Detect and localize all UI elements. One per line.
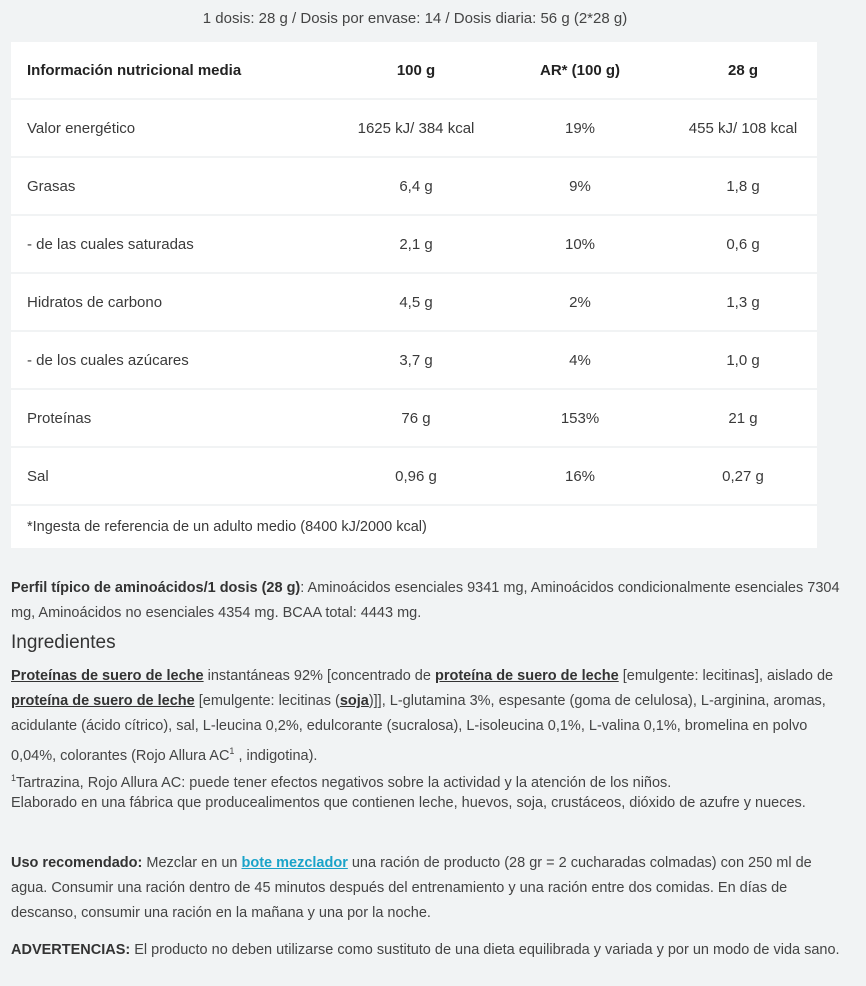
table-cell: Valor energético	[27, 119, 136, 137]
factory-note: Elaborado en una fábrica que producealimentos que contienen leche, huevos, soja, crustáceos, dióxido de azufre y nueces.	[11, 795, 806, 811]
allergen-milk: Proteínas de suero de leche	[11, 668, 204, 684]
colorant-note-text: Tartrazina, Rojo Allura AC: puede tener efectos negativos sobre la actividad y la atención de los niños.	[16, 774, 672, 791]
allergen-milk: proteína de suero de leche	[434, 668, 619, 684]
warnings-label: ADVERTENCIAS:	[11, 942, 131, 958]
amino-label: Perfil típico de aminoácidos/1 dosis (28 g)	[11, 580, 301, 596]
usage-section	[11, 851, 847, 926]
table-cell: 4%	[569, 351, 591, 369]
table-footnote: *Ingesta de referencia de un adulto medio (8400 kJ/2000 kcal)	[11, 506, 817, 548]
table-cell: 3,7 g	[399, 351, 433, 369]
table-cell: 1625 kJ/ 384 kcal	[357, 119, 475, 137]
table-cell: Sal	[27, 467, 49, 485]
usage-label: Uso recomendado:	[11, 855, 143, 871]
table-row	[11, 390, 817, 448]
warnings-text: El producto no deben utilizarse como sustituto de una dieta equilibrada y variada y por un modo de vida sano.	[130, 942, 840, 958]
table-row	[11, 216, 817, 274]
ingredients-text	[11, 664, 847, 769]
header-cell: AR* (100 g)	[539, 61, 621, 79]
table-row	[11, 274, 817, 332]
table-cell: - de las cuales saturadas	[27, 235, 194, 253]
header-cell: 100 g	[396, 61, 436, 79]
table-row	[11, 100, 817, 158]
amino-text: : Aminoácidos esenciales 9341 mg, Aminoácidos condicionalmente esenciales 7304 mg, Aminoácidos no esenciales 4354 mg. BCAA total: 4443 mg.	[11, 580, 840, 621]
table-cell: 2,1 g	[399, 235, 433, 253]
table-cell: 4,5 g	[399, 293, 433, 311]
footnote-marker: 1	[229, 746, 235, 756]
table-cell: 19%	[564, 119, 596, 137]
amino-profile	[11, 576, 847, 626]
allergen-soy: soja	[339, 693, 369, 709]
header-cell: 28 g	[727, 61, 758, 79]
footnote-marker: 1	[11, 773, 17, 783]
table-cell: 2%	[569, 293, 591, 311]
usage-text: Mezclar en un	[142, 855, 242, 871]
table-cell: 1,0 g	[726, 351, 760, 369]
table-row	[11, 332, 817, 390]
table-cell: 9%	[569, 177, 591, 195]
allergen-milk: proteína de suero de leche	[11, 693, 195, 709]
table-cell: 76 g	[401, 409, 431, 427]
ingredient-text: instantáneas 92% [concentrado de	[203, 668, 435, 684]
table-header-row	[11, 42, 817, 100]
table-cell: 21 g	[728, 409, 758, 427]
ingredient-text: [emulgente: lecitinas (	[194, 693, 340, 709]
table-cell: 153%	[560, 409, 600, 427]
table-cell: 0,6 g	[726, 235, 760, 253]
table-cell: 6,4 g	[399, 177, 433, 195]
table-cell: 16%	[564, 467, 596, 485]
table-cell: 1,3 g	[726, 293, 760, 311]
shaker-link[interactable]: bote mezclador	[241, 855, 348, 871]
ingredient-text: [emulgente: lecitinas], aislado de	[618, 668, 834, 684]
ingredient-text: )]], L-glutamina 3%, espesante (goma de celulosa), L-arginina, aromas, acidulante (ácido cítrico), sal, L-leucina 0,2%, edulcorante (sucralosa), L-isoleucina 0,1%, L-valina 0,1%, bromelina en polvo 0,04%, colorantes (Rojo Allura AC	[11, 693, 826, 764]
table-cell: 0,96 g	[395, 467, 437, 485]
table-cell: 455 kJ/ 108 kcal	[688, 119, 798, 137]
table-cell: 10%	[564, 235, 596, 253]
table-cell: Grasas	[27, 177, 76, 195]
warnings-section	[11, 938, 847, 963]
table-cell: Proteínas	[27, 409, 92, 427]
table-row	[11, 158, 817, 216]
table-cell: Hidratos de carbono	[27, 293, 163, 311]
ingredient-text: , indigotina).	[234, 747, 318, 764]
usage-text: una ración de producto (28 gr = 2 cucharadas colmadas) con 250 ml de agua. Consumir una ración dentro de 45 minutos después del entrenamiento y una ración entre dos comidas. En días de descanso, consumir una ración en la mañana y una por la noche.	[11, 855, 812, 921]
ingredients-heading: Ingredientes	[11, 632, 116, 653]
header-cell: Información nutricional media	[27, 61, 242, 79]
table-cell: 0,27 g	[722, 467, 764, 485]
table-cell: - de los cuales azúcares	[27, 351, 189, 369]
dose-info: 1 dosis: 28 g / Dosis por envase: 14 / Dosis diaria: 56 g (2*28 g)	[202, 10, 628, 27]
nutrition-table	[11, 42, 817, 548]
table-cell: 1,8 g	[726, 177, 760, 195]
table-row	[11, 448, 817, 506]
